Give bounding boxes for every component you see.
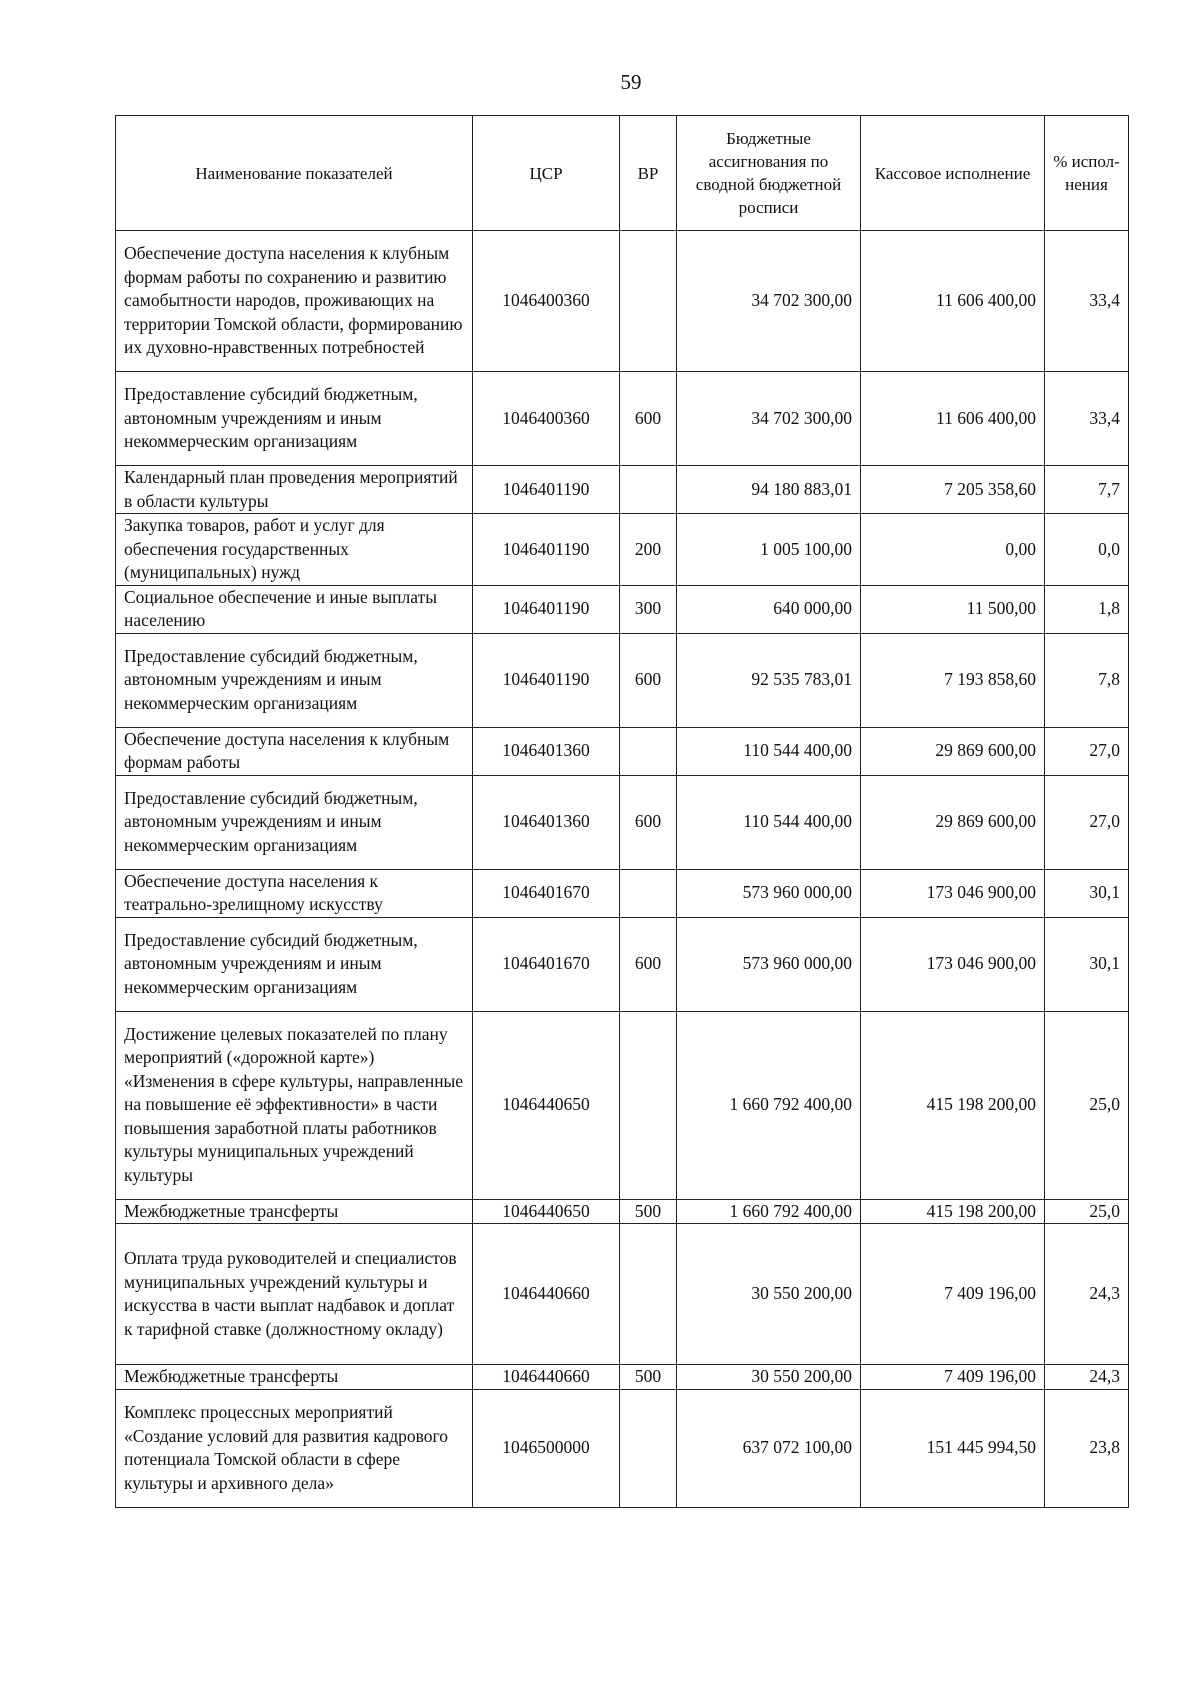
row-vr: 200 [620, 514, 677, 586]
row-cash: 415 198 200,00 [861, 1011, 1045, 1199]
row-name: Предоставление субсидий бюджетным, автономным учреждениям и иным некоммерческим организациям [116, 917, 473, 1011]
row-percent: 24,3 [1045, 1224, 1129, 1365]
header-budget: Бюджетные ассигнования по сводной бюджетной росписи [677, 116, 861, 231]
row-percent: 33,4 [1045, 372, 1129, 466]
row-percent: 27,0 [1045, 775, 1129, 869]
row-csr: 1046401360 [473, 775, 620, 869]
row-budget: 1 660 792 400,00 [677, 1199, 861, 1224]
row-csr: 1046401360 [473, 727, 620, 775]
row-percent: 30,1 [1045, 917, 1129, 1011]
row-cash: 0,00 [861, 514, 1045, 586]
row-cash: 7 205 358,60 [861, 466, 1045, 514]
table-row [116, 917, 1129, 1011]
row-budget: 637 072 100,00 [677, 1389, 861, 1507]
row-percent: 25,0 [1045, 1199, 1129, 1224]
row-vr: 600 [620, 372, 677, 466]
table-row [116, 727, 1129, 775]
row-vr [620, 231, 677, 372]
row-csr: 1046401190 [473, 633, 620, 727]
row-budget: 30 550 200,00 [677, 1365, 861, 1390]
row-csr: 1046440660 [473, 1365, 620, 1390]
row-name: Предоставление субсидий бюджетным, автономным учреждениям и иным некоммерческим организациям [116, 372, 473, 466]
row-cash: 7 193 858,60 [861, 633, 1045, 727]
row-name: Социальное обеспечение и иные выплаты населению [116, 585, 473, 633]
row-cash: 151 445 994,50 [861, 1389, 1045, 1507]
row-cash: 11 606 400,00 [861, 372, 1045, 466]
row-budget: 30 550 200,00 [677, 1224, 861, 1365]
row-cash: 29 869 600,00 [861, 775, 1045, 869]
row-percent: 27,0 [1045, 727, 1129, 775]
row-csr: 1046440650 [473, 1199, 620, 1224]
row-name: Обеспечение доступа населения к клубным формам работы по сохранению и развитию самобытности народов, проживающих на территории Томской области, формированию их духовно-нравственных потребностей [116, 231, 473, 372]
table-row [116, 1199, 1129, 1224]
table-row [116, 775, 1129, 869]
row-name: Обеспечение доступа населения к театрально-зрелищному искусству [116, 869, 473, 917]
header-name: Наименование показателей [116, 116, 473, 231]
row-csr: 1046401670 [473, 869, 620, 917]
row-percent: 0,0 [1045, 514, 1129, 586]
header-cash: Кассовое исполнение [861, 116, 1045, 231]
row-cash: 173 046 900,00 [861, 917, 1045, 1011]
table-row [116, 633, 1129, 727]
row-name: Обеспечение доступа населения к клубным формам работы [116, 727, 473, 775]
row-csr: 1046401190 [473, 466, 620, 514]
row-csr: 1046440650 [473, 1011, 620, 1199]
row-vr [620, 727, 677, 775]
row-budget: 640 000,00 [677, 585, 861, 633]
row-budget: 94 180 883,01 [677, 466, 861, 514]
row-name: Межбюджетные трансферты [116, 1365, 473, 1390]
row-name: Предоставление субсидий бюджетным, автономным учреждениям и иным некоммерческим организациям [116, 775, 473, 869]
row-budget: 110 544 400,00 [677, 727, 861, 775]
row-vr: 600 [620, 775, 677, 869]
page-number: 59 [620, 70, 642, 94]
row-csr: 1046400360 [473, 372, 620, 466]
row-cash: 11 606 400,00 [861, 231, 1045, 372]
row-percent: 23,8 [1045, 1389, 1129, 1507]
row-vr: 500 [620, 1365, 677, 1390]
table-row [116, 514, 1129, 586]
row-percent: 33,4 [1045, 231, 1129, 372]
row-csr: 1046401190 [473, 514, 620, 586]
row-percent: 25,0 [1045, 1011, 1129, 1199]
row-vr: 600 [620, 917, 677, 1011]
table-row [116, 372, 1129, 466]
row-budget: 1 005 100,00 [677, 514, 861, 586]
row-vr: 300 [620, 585, 677, 633]
row-budget: 1 660 792 400,00 [677, 1011, 861, 1199]
row-name: Оплата труда руководителей и специалистов муниципальных учреждений культуры и искусства в части выплат надбавок и доплат к тарифной ставке (должностному окладу) [116, 1224, 473, 1365]
row-cash: 7 409 196,00 [861, 1224, 1045, 1365]
row-csr: 1046401190 [473, 585, 620, 633]
table-row [116, 1011, 1129, 1199]
row-cash: 29 869 600,00 [861, 727, 1045, 775]
row-csr: 1046500000 [473, 1389, 620, 1507]
row-name: Предоставление субсидий бюджетным, автономным учреждениям и иным некоммерческим организациям [116, 633, 473, 727]
row-percent: 7,8 [1045, 633, 1129, 727]
table-row [116, 585, 1129, 633]
row-cash: 11 500,00 [861, 585, 1045, 633]
row-csr: 1046400360 [473, 231, 620, 372]
row-percent: 7,7 [1045, 466, 1129, 514]
row-budget: 110 544 400,00 [677, 775, 861, 869]
row-vr: 600 [620, 633, 677, 727]
header-row [116, 116, 1129, 231]
row-name: Межбюджетные трансферты [116, 1199, 473, 1224]
row-csr: 1046440660 [473, 1224, 620, 1365]
row-budget: 573 960 000,00 [677, 917, 861, 1011]
header-csr: ЦСР [473, 116, 620, 231]
row-budget: 92 535 783,01 [677, 633, 861, 727]
row-cash: 173 046 900,00 [861, 869, 1045, 917]
row-name: Календарный план проведения мероприятий в области культуры [116, 466, 473, 514]
row-vr [620, 1224, 677, 1365]
table-row [116, 231, 1129, 372]
row-percent: 24,3 [1045, 1365, 1129, 1390]
row-name: Закупка товаров, работ и услуг для обеспечения государственных (муниципальных) нужд [116, 514, 473, 586]
row-budget: 573 960 000,00 [677, 869, 861, 917]
row-csr: 1046401670 [473, 917, 620, 1011]
row-budget: 34 702 300,00 [677, 372, 861, 466]
row-vr [620, 1389, 677, 1507]
row-percent: 30,1 [1045, 869, 1129, 917]
table-row [116, 1365, 1129, 1390]
row-vr [620, 466, 677, 514]
table-row [116, 1224, 1129, 1365]
row-vr: 500 [620, 1199, 677, 1224]
row-percent: 1,8 [1045, 585, 1129, 633]
row-name: Достижение целевых показателей по плану мероприятий («дорожной карте») «Изменения в сфере культуры, направленные на повышение её эффективности» в части повышения заработной платы работников культуры муниципальных учреждений культуры [116, 1011, 473, 1199]
table-row [116, 1389, 1129, 1507]
row-cash: 415 198 200,00 [861, 1199, 1045, 1224]
header-vr: ВР [620, 116, 677, 231]
row-vr [620, 869, 677, 917]
row-vr [620, 1011, 677, 1199]
row-cash: 7 409 196,00 [861, 1365, 1045, 1390]
row-budget: 34 702 300,00 [677, 231, 861, 372]
row-name: Комплекс процессных мероприятий «Создание условий для развития кадрового потенциала Томской области в сфере культуры и архивного дела» [116, 1389, 473, 1507]
table-row [116, 869, 1129, 917]
table-row [116, 466, 1129, 514]
header-percent: % испол-нения [1045, 116, 1129, 231]
budget-table [115, 115, 1129, 1508]
